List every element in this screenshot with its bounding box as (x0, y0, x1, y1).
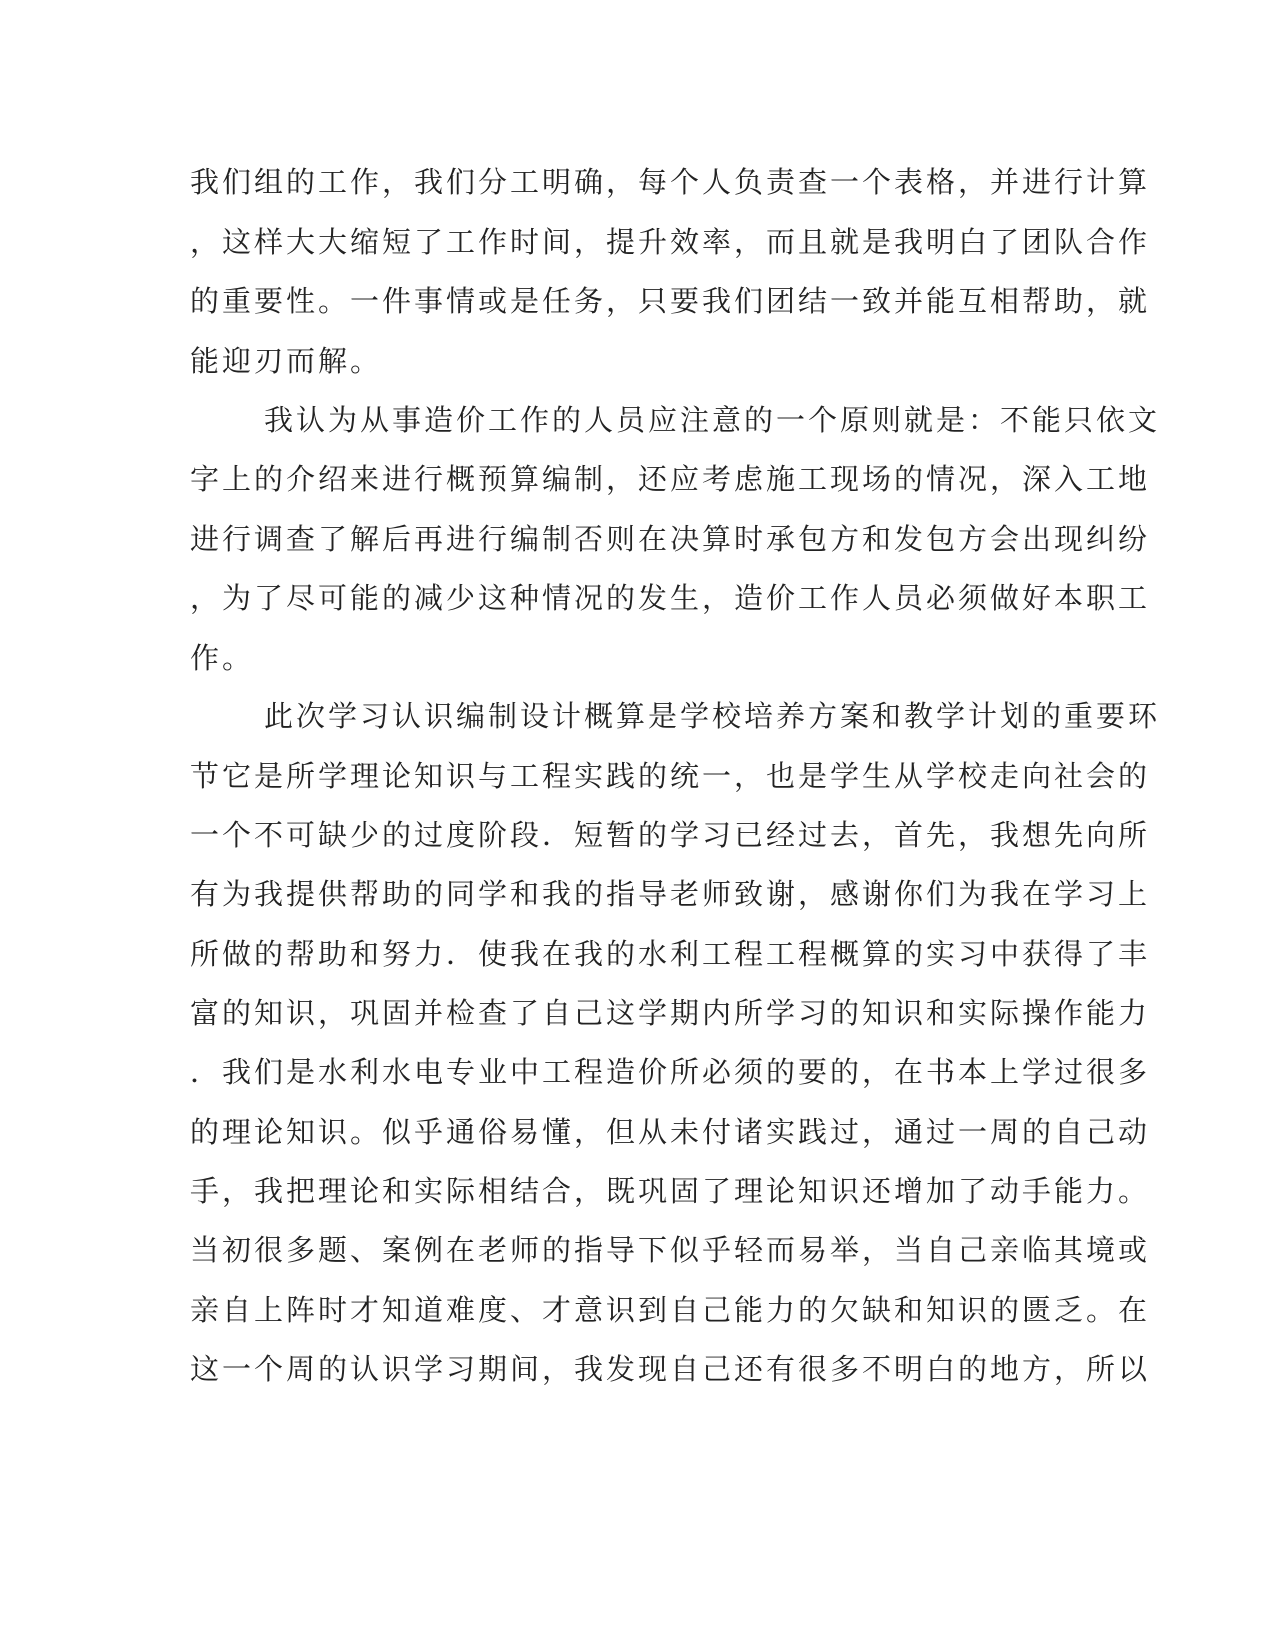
paragraph-2-line-4: ，为了尽可能的减少这种情况的发生，造价工作人员必须做好本职工 (190, 581, 1151, 615)
paragraph-3-line-7: ．我们是水利水电专业中工程造价所必须的要的，在书本上学过很多 (190, 1055, 1151, 1089)
paragraph-3-line-1: 此次学习认识编制设计概算是学校培养方案和教学计划的重要环 (264, 699, 1161, 733)
paragraph-2-line-2: 字上的介绍来进行概预算编制，还应考虑施工现场的情况，深入工地 (190, 462, 1151, 496)
paragraph-3-line-5: 所做的帮助和努力．使我在我的水利工程工程概算的实习中获得了丰 (190, 937, 1151, 971)
paragraph-1-line-1: 我们组的工作，我们分工明确，每个人负责查一个表格，并进行计算 (190, 165, 1151, 199)
paragraph-1-line-4: 能迎刃而解。 (190, 344, 383, 378)
paragraph-2-line-5: 作。 (190, 641, 255, 675)
paragraph-1-line-2: ，这样大大缩短了工作时间，提升效率，而且就是我明白了团队合作 (190, 225, 1151, 259)
paragraph-3-line-3: 一个不可缺少的过度阶段．短暂的学习已经过去，首先，我想先向所 (190, 818, 1151, 852)
paragraph-3-line-9: 手，我把理论和实际相结合，既巩固了理论知识还增加了动手能力。 (190, 1174, 1151, 1208)
paragraph-1-line-3: 的重要性。一件事情或是任务，只要我们团结一致并能互相帮助，就 (190, 284, 1151, 318)
paragraph-3-line-10: 当初很多题、案例在老师的指导下似乎轻而易举，当自己亲临其境或 (190, 1233, 1151, 1267)
paragraph-3-line-4: 有为我提供帮助的同学和我的指导老师致谢，感谢你们为我在学习上 (190, 877, 1151, 911)
paragraph-2-line-1: 我认为从事造价工作的人员应注意的一个原则就是：不能只依文 (264, 403, 1161, 437)
paragraph-3-line-6: 富的知识，巩固并检查了自己这学期内所学习的知识和实际操作能力 (190, 996, 1151, 1030)
paragraph-3-line-2: 节它是所学理论知识与工程实践的统一，也是学生从学校走向社会的 (190, 759, 1151, 793)
paragraph-3-line-12: 这一个周的认识学习期间，我发现自己还有很多不明白的地方，所以 (190, 1352, 1151, 1386)
paragraph-3-line-8: 的理论知识。似乎通俗易懂，但从未付诸实践过，通过一周的自己动 (190, 1115, 1151, 1149)
paragraph-2-line-3: 进行调查了解后再进行编制否则在决算时承包方和发包方会出现纠纷 (190, 522, 1151, 556)
paragraph-3-line-11: 亲自上阵时才知道难度、才意识到自己能力的欠缺和知识的匮乏。在 (190, 1293, 1151, 1327)
